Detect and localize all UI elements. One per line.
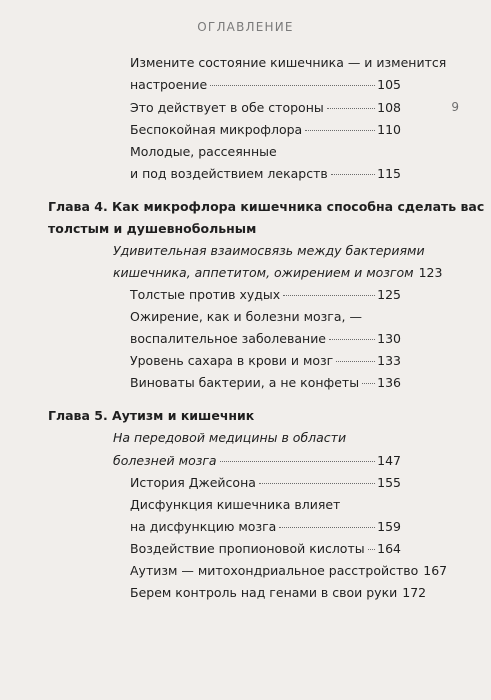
toc-entry-text: Молодые, рассеянные bbox=[130, 144, 277, 159]
chapter-title[interactable]: Глава 5. Аутизм и кишечник bbox=[48, 408, 255, 423]
toc-entry-text: Воздействие пропионовой кислоты bbox=[130, 541, 365, 556]
toc-page-number: 125 bbox=[377, 287, 401, 302]
leader-dots bbox=[283, 295, 375, 296]
chapter-intro-text: Удивительная взаимосвязь между бактериями bbox=[113, 243, 425, 258]
toc-entry-text: Толстые против худых bbox=[130, 287, 281, 302]
toc-entry[interactable] bbox=[130, 102, 401, 115]
toc-entry[interactable] bbox=[130, 168, 401, 181]
toc-entry[interactable] bbox=[130, 521, 401, 534]
toc-entry[interactable] bbox=[130, 124, 401, 137]
leader-dots bbox=[362, 383, 375, 384]
toc-entry[interactable] bbox=[130, 355, 401, 368]
toc-page-number: 155 bbox=[377, 475, 401, 490]
toc-entry-text: настроение bbox=[130, 77, 208, 92]
toc-page-number: 159 bbox=[377, 519, 401, 534]
leader-dots bbox=[368, 549, 376, 550]
leader-dots bbox=[220, 461, 376, 462]
toc-entry[interactable] bbox=[130, 289, 401, 302]
toc-entry-text: воспалительное заболевание bbox=[130, 331, 327, 346]
toc-page-number: 123 bbox=[418, 265, 443, 280]
toc-entry[interactable] bbox=[130, 333, 401, 346]
toc-entry-text: Беспокойная микрофлора bbox=[130, 122, 303, 137]
toc-page-number: 110 bbox=[377, 122, 401, 137]
toc-entry-text: История Джейсона bbox=[130, 475, 256, 490]
chapter-intro-text: На передовой медицины в области bbox=[113, 430, 347, 445]
running-head: ОГЛАВЛЕНИЕ bbox=[197, 20, 294, 34]
toc-entry-text: на дисфункцию мозга bbox=[130, 519, 277, 534]
toc-entry[interactable] bbox=[130, 477, 401, 490]
chapter-intro-text: болезней мозга bbox=[113, 453, 217, 468]
leader-dots bbox=[327, 108, 375, 109]
leader-dots bbox=[279, 527, 375, 528]
toc-entry-text: Виноваты бактерии, а не конфеты bbox=[130, 375, 360, 390]
chapter-title[interactable]: Глава 4. Как микрофлора кишечника способна сделать вас bbox=[48, 199, 485, 214]
leader-dots bbox=[331, 174, 375, 175]
leader-dots bbox=[336, 361, 375, 362]
leader-dots bbox=[210, 85, 375, 86]
toc-entry-text: и под воздействием лекарств bbox=[130, 166, 328, 181]
page-number: 9 bbox=[451, 100, 459, 114]
chapter-intro-text: кишечника, аппетитом, ожирением и мозгом bbox=[113, 265, 414, 280]
toc-entry[interactable] bbox=[113, 455, 401, 468]
toc-page-number: 108 bbox=[377, 100, 401, 115]
toc-page-number: 133 bbox=[377, 353, 401, 368]
toc-entry-text: Ожирение, как и болезни мозга, — bbox=[130, 309, 362, 324]
toc-entry[interactable] bbox=[130, 377, 401, 390]
toc-page-number: 172 bbox=[402, 585, 427, 600]
toc-entry[interactable] bbox=[130, 585, 427, 600]
toc-page-number: 105 bbox=[377, 77, 401, 92]
toc-entry-text: Это действует в обе стороны bbox=[130, 100, 324, 115]
toc-entry-text: Уровень сахара в крови и мозг bbox=[130, 353, 334, 368]
toc-entry-text: Берем контроль над генами в свои руки bbox=[130, 585, 398, 600]
leader-dots bbox=[329, 339, 375, 340]
toc-page-number: 130 bbox=[377, 331, 401, 346]
toc-page-number: 147 bbox=[377, 453, 401, 468]
leader-dots bbox=[305, 130, 375, 131]
toc-entry[interactable] bbox=[130, 563, 448, 578]
toc-page-number: 164 bbox=[377, 541, 401, 556]
toc-entry-text: Измените состояние кишечника — и изменится bbox=[130, 55, 447, 70]
toc-page-number: 167 bbox=[423, 563, 448, 578]
toc-entry-text: Дисфункция кишечника влияет bbox=[130, 497, 341, 512]
toc-entry-text: Аутизм — митохондриальное расстройство bbox=[130, 563, 419, 578]
chapter-title[interactable]: толстым и душевнобольным bbox=[48, 221, 257, 236]
toc-entry[interactable] bbox=[130, 79, 401, 92]
toc-entry[interactable] bbox=[130, 543, 401, 556]
leader-dots bbox=[259, 483, 375, 484]
toc-page-number: 115 bbox=[377, 166, 401, 181]
toc-entry[interactable] bbox=[113, 265, 443, 280]
toc-page-number: 136 bbox=[377, 375, 401, 390]
